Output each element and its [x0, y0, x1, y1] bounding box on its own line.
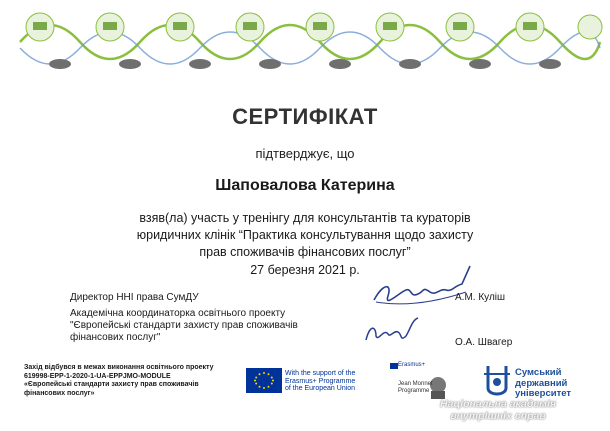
- eu-flag-icon: [246, 368, 282, 393]
- coordinator-line-2: "Європейські стандарти захисту прав споживачів: [70, 320, 298, 331]
- coordinator-name: О.А. Швагер: [455, 337, 513, 348]
- watermark-line-1: Національна академія: [440, 398, 557, 410]
- jean-monnet-label: [398, 381, 433, 394]
- recipient-name: Шаповалова Катерина: [215, 177, 395, 194]
- project-line-1: Захід відбувся в межах виконання освітнього проекту: [24, 364, 214, 371]
- decorative-banner: [0, 0, 610, 80]
- eu-line-2: Erasmus+ Programme: [285, 377, 356, 385]
- eu-line-1: With the support of the: [285, 370, 356, 377]
- body-line-1: взяв(ла) участь у тренінгу для консультантів та кураторів: [139, 211, 471, 225]
- confirms-text: підтверджує, що: [255, 146, 355, 161]
- director-title: Директор ННІ права СумДУ: [70, 292, 199, 303]
- erasmus-label: Erasmus+: [398, 362, 426, 368]
- university-name: [515, 368, 571, 400]
- project-line-4: фінансових послуг»: [24, 389, 95, 397]
- body-line-2: юридичних клінік “Практика консультування щодо захисту: [136, 228, 474, 242]
- watermark-line-2: внутрішніх справ: [450, 410, 546, 422]
- project-line-2: 619998-EPP-1-2020-1-UA-EPPJMO-MODULE: [24, 372, 171, 380]
- event-date: 27 березня 2021 р.: [250, 263, 360, 277]
- jean-monnet-line-2: Programme: [398, 387, 430, 394]
- watermark: [440, 398, 556, 422]
- eu-support-text: [285, 370, 355, 393]
- project-line-3: «Європейські стандарти захисту прав споживачів: [24, 381, 199, 388]
- body-line-3: прав споживачів фінансових послуг”: [199, 245, 411, 259]
- university-line-2: державний: [515, 377, 568, 389]
- university-line-1: Сумський: [515, 367, 562, 378]
- coordinator-signature: [362, 312, 422, 348]
- certificate-title: СЕРТИФІКАТ: [232, 104, 378, 129]
- sumdu-crest-icon: [482, 362, 512, 400]
- director-name: А.М. Куліш: [455, 292, 506, 303]
- university-line-3: університет: [515, 388, 572, 399]
- eu-line-3: of the European Union: [285, 385, 356, 392]
- coordinator-line-3: фінансових послуг": [70, 332, 161, 343]
- coordinator-line-1: Академічна координаторка освітнього проекту: [70, 308, 286, 319]
- jean-monnet-line-1: Jean Monnet: [398, 381, 433, 387]
